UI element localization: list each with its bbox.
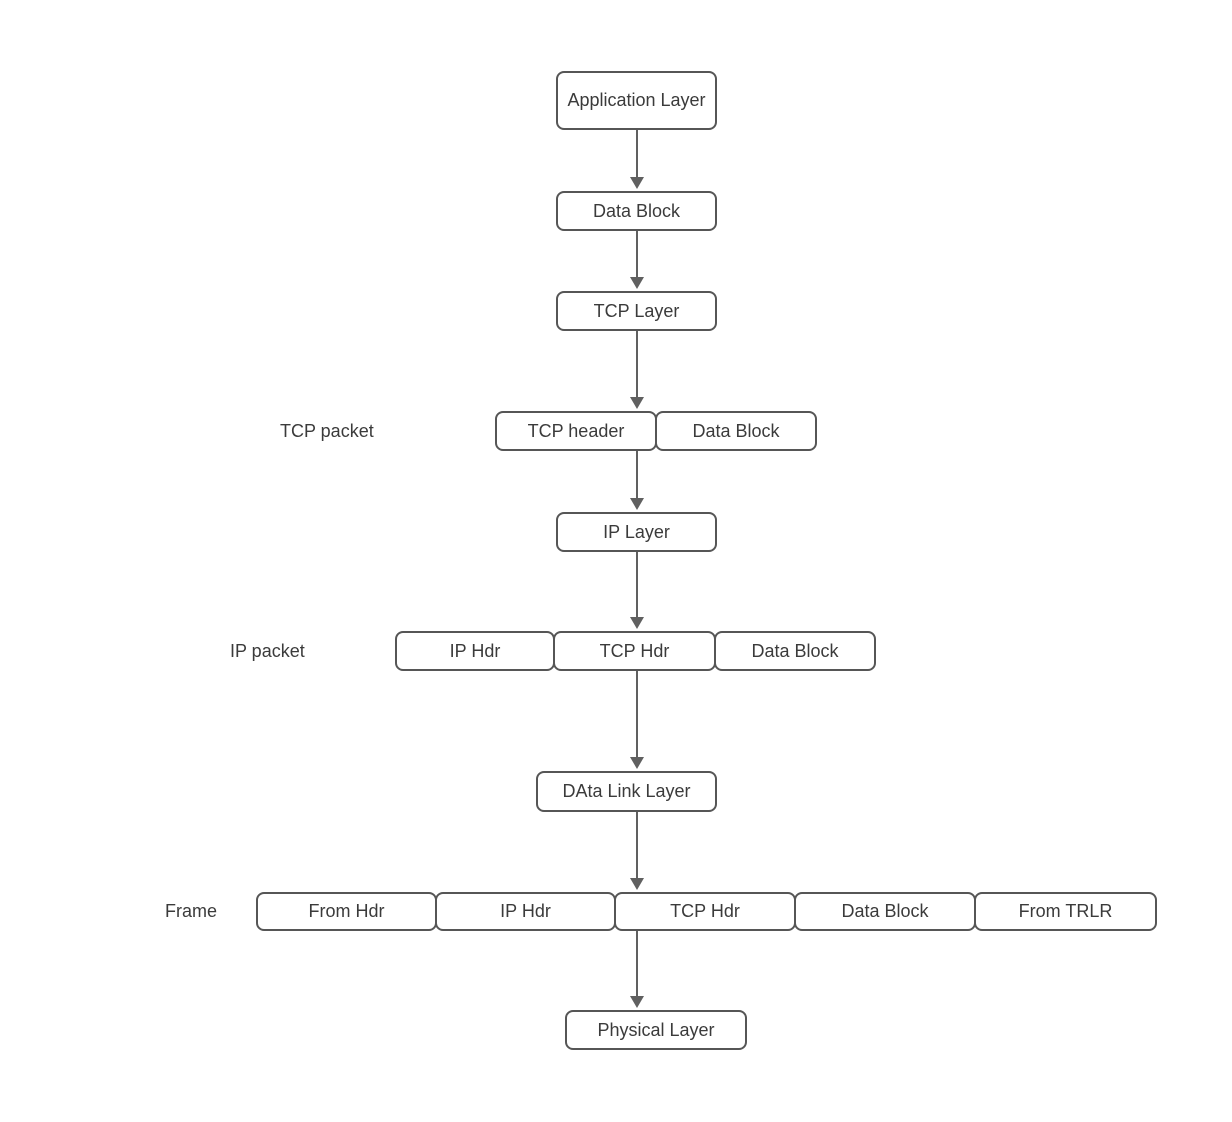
arrow-frame-to-physical [636, 931, 638, 996]
arrow-tcplayer-to-tcppacket [636, 331, 638, 397]
node-from-hdr: From Hdr [256, 892, 437, 931]
arrow-tcppacket-to-iplayer [636, 451, 638, 498]
node-tcp-hdr: TCP Hdr [553, 631, 716, 671]
label-frame: Frame [165, 901, 218, 921]
node-ip-layer: IP Layer [556, 512, 717, 552]
node-application-layer: Application Layer [556, 71, 717, 130]
node-data-block-top: Data Block [556, 191, 717, 231]
node-tcp-layer: TCP Layer [556, 291, 717, 331]
node-data-block-frame: Data Block [794, 892, 976, 931]
label-tcp-packet: TCP packet [280, 421, 374, 441]
node-tcp-hdr-frame: TCP Hdr [614, 892, 796, 931]
node-physical-layer: Physical Layer [565, 1010, 747, 1050]
node-data-link-layer: DAta Link Layer [536, 771, 717, 812]
node-from-trlr: From TRLR [974, 892, 1157, 931]
arrow-application-to-datablock [636, 130, 638, 177]
node-data-block-ip: Data Block [714, 631, 876, 671]
arrow-datablock-to-tcplayer [636, 231, 638, 277]
node-ip-hdr: IP Hdr [395, 631, 555, 671]
arrow-iplayer-to-ippacket [636, 552, 638, 617]
arrow-datalink-to-frame [636, 812, 638, 878]
node-tcp-header: TCP header [495, 411, 657, 451]
node-data-block-tcp: Data Block [655, 411, 817, 451]
label-ip-packet: IP packet [230, 641, 305, 661]
arrow-ippacket-to-datalink [636, 671, 638, 757]
node-ip-hdr-frame: IP Hdr [435, 892, 616, 931]
